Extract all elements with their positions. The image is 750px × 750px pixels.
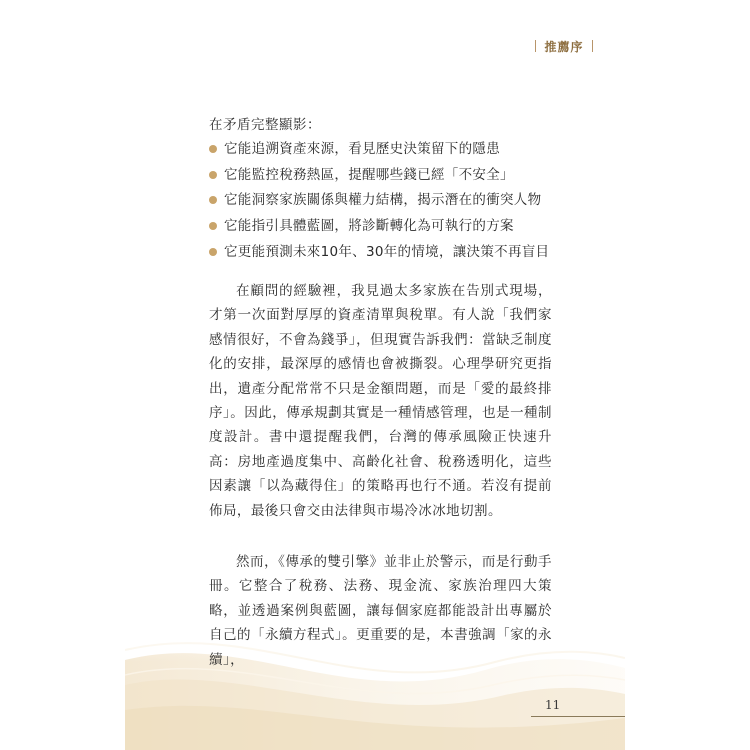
bullet-dot-icon [209,145,217,153]
page-number: 11 [545,698,561,712]
list-item-text: 它能追溯資產來源，看見歷史決策留下的隱患 [224,141,500,157]
list-item-text: 它能洞察家族關係與權力結構，揭示潛在的衝突人物 [224,192,542,209]
body-paragraph: 然而，《傳承的雙引擎》並非止於警示，而是行動手冊。它整合了稅務、法務、現金流、家族治理四大策略，並透過案例與藍圖，讓每個家庭都能設計出專屬於自己的「永續方程式」。更重要的是，本書強調「家的永續」， [209,554,552,668]
section-title: 推薦序 [544,39,584,54]
list-item-text: 它能監控稅務熱區，提醒哪些錢已經「不安全」 [224,166,514,183]
bullet-dot-icon [209,248,217,256]
intro-line: 在矛盾完整顯影： [209,117,321,133]
header-divider [535,40,537,52]
book-page [125,0,625,750]
bullet-dot-icon [209,171,217,179]
list-item-text: 它更能預測未來10年、30年的情境，讓決策不再盲目 [224,243,550,260]
list-item [209,243,549,269]
header-divider [592,40,594,52]
bullet-dot-icon [209,196,217,204]
running-header [535,37,593,55]
list-item-text: 它能指引具體藍圖，將診斷轉化為可執行的方案 [224,218,514,235]
bullet-dot-icon [209,222,217,230]
list-item [209,217,549,243]
footer-rule [531,716,625,717]
list-item [209,166,549,192]
bullet-list [209,140,549,268]
body-paragraph: 在顧問的經驗裡，我見過太多家族在告別式現場，才第一次面對厚厚的資產清單與稅單。有人說「我們家感情很好，不會為錢爭」，但現實告訴我們：當缺乏制度化的安排，最深厚的感情也會被撕裂。心理學研究更指出，遺產分配常常不只是金額問題，而是「愛的最終排序」。因此，傳承規劃其實是一種情感管理，也是一種制度設計。書中還提醒我們，台灣的傳承風險正快速升高：房地產過度集中、高齡化社會、稅務透明化，這些因素讓「以為藏得住」的策略再也行不通。若沒有提前佈局，最後只會交由法律與市場冷冰冰地切割。 [209,283,552,519]
list-item [209,191,549,217]
list-item [209,140,549,166]
